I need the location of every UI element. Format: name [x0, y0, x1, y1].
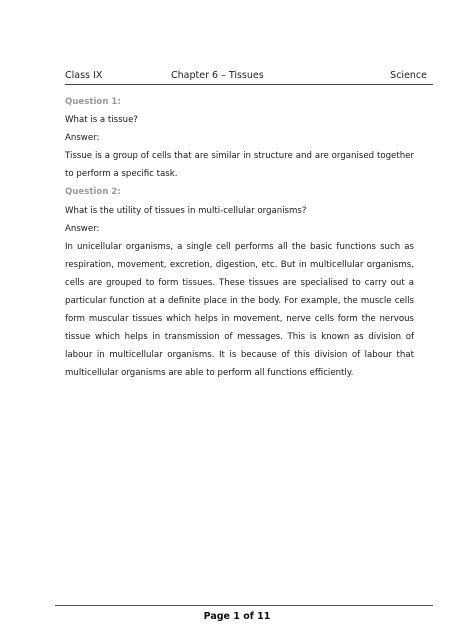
answer-1-label: Answer:	[65, 133, 100, 144]
header-divider	[65, 84, 433, 85]
page-header	[65, 69, 433, 83]
header-subject: Science	[390, 70, 427, 81]
question-1-text: What is a tissue?	[65, 115, 138, 126]
answer-2-text: In unicellular organisms, a single cell performs all the basic functions such as respiration, movement, excretion, digestion, etc. But in multicellular organisms, cells are grouped to form tissues. These tissues are specialised to carry out a particular function at a definite place in the body. For example, the muscle cells form muscular tissues which helps in movement, nerve cells form the nervous tissue which helps in transmission of messages. This is known as division of labour in multicellular organisms. It is because of this division of labour that multicellular organisms are able to perform all functions efficiently.	[65, 241, 414, 379]
page-content	[65, 93, 414, 383]
answer-1-text: Tissue is a group of cells that are similar in structure and are organised together to perform a specific task.	[65, 151, 414, 180]
question-1-label: Question 1:	[65, 97, 121, 107]
footer-divider	[55, 605, 433, 606]
page-number: Page 1 of 11	[203, 611, 271, 622]
header-class: Class IX	[65, 70, 103, 81]
question-2-text: What is the utility of tissues in multi-cellular organisms?	[65, 205, 307, 216]
answer-2-label: Answer:	[65, 223, 100, 234]
question-2-label: Question 2:	[65, 187, 121, 198]
header-chapter: Chapter 6 – Tissues	[171, 70, 264, 81]
